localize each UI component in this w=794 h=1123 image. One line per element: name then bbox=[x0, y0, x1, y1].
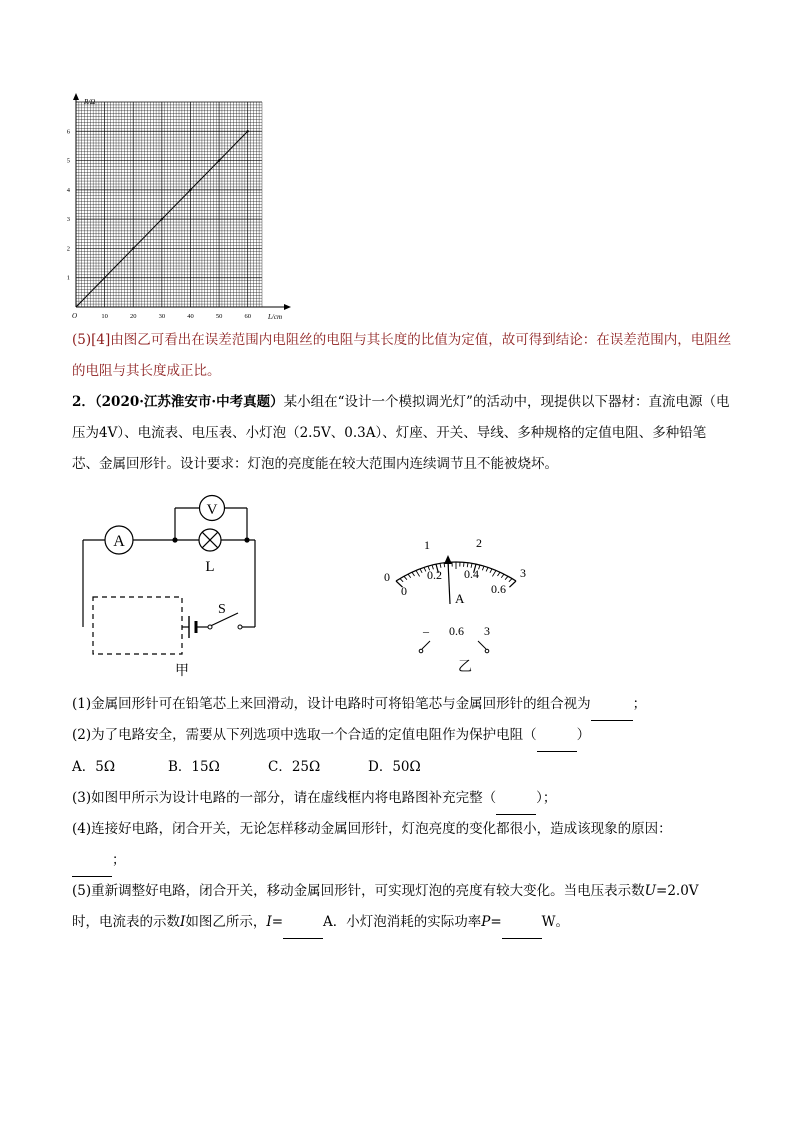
dial-tick bbox=[416, 570, 420, 576]
subquestion-3 bbox=[72, 783, 732, 815]
dial-tick bbox=[404, 576, 407, 579]
x-tick-label: 60 bbox=[244, 313, 251, 320]
origin-label: O bbox=[72, 312, 78, 320]
dial-tick bbox=[408, 574, 411, 578]
meter-unit: A bbox=[455, 591, 465, 606]
option-d[interactable]: D．50Ω bbox=[368, 759, 421, 775]
switch-label: S bbox=[218, 602, 226, 617]
subquestion-1 bbox=[72, 689, 732, 721]
ammeter-symbol bbox=[105, 526, 133, 554]
data-point bbox=[218, 159, 220, 161]
ammeter-label: A bbox=[113, 533, 125, 550]
dial-tick bbox=[497, 572, 500, 576]
upper-scale-2: 2 bbox=[476, 536, 482, 550]
subquestion-5-equals-1: = bbox=[271, 914, 283, 930]
dial-tick bbox=[420, 569, 422, 573]
x-axis-label: L/cm bbox=[268, 313, 282, 321]
x-axis-arrow bbox=[284, 304, 291, 310]
x-tick-label: 40 bbox=[187, 313, 194, 320]
figure-yi-caption: 乙 bbox=[458, 660, 472, 675]
needle-tip bbox=[444, 555, 452, 564]
terminal-3: 3 bbox=[484, 624, 490, 638]
x-tick-label: 10 bbox=[101, 313, 108, 320]
blank-5-current[interactable] bbox=[283, 907, 323, 939]
x-tick-label: 50 bbox=[215, 313, 223, 320]
x-tick-label: 20 bbox=[129, 313, 137, 320]
junction-left bbox=[172, 537, 177, 542]
dial-tick bbox=[490, 569, 492, 573]
lower-scale-2: 0.4 bbox=[464, 567, 479, 581]
data-point bbox=[189, 189, 191, 191]
dial-tick bbox=[509, 579, 512, 582]
options-row bbox=[72, 752, 732, 783]
subquestion-5-text-b: =2.0V bbox=[656, 883, 699, 899]
subquestion-5 bbox=[72, 876, 732, 939]
question-2 bbox=[72, 387, 732, 480]
y-axis-arrow bbox=[73, 93, 79, 100]
y-tick-label: 6 bbox=[66, 128, 70, 136]
lamp-symbol bbox=[199, 529, 221, 551]
subquestion-5-text-a: (5)重新调整好电路，闭合开关，移动金属回形针，可实现灯泡的亮度有较大变化。当电压表示数 bbox=[72, 883, 645, 899]
symbol-P: P bbox=[481, 914, 491, 930]
upper-scale-3: 3 bbox=[520, 566, 526, 580]
dial-tick bbox=[400, 579, 403, 582]
dial-tick bbox=[509, 581, 516, 587]
subquestion-2 bbox=[72, 720, 732, 752]
subquestion-2-text: (2)为了电路安全，需要从下列选项中选取一个合适的定值电阻作为保护电阻（ bbox=[72, 727, 537, 743]
data-point bbox=[246, 130, 248, 132]
lower-scale-3: 0.6 bbox=[491, 582, 506, 596]
subquestion-3-text: (3)如图甲所示为设计电路的一部分，请在虚线框内将电路图补充完整（ bbox=[72, 790, 497, 806]
subquestion-4-text: (4)连接好电路，闭合开关，无论怎样移动金属回形针，灯泡亮度的变化都很小，造成该现象的原因： bbox=[72, 821, 672, 837]
subquestion-1-end: ； bbox=[632, 696, 647, 712]
blank-4[interactable] bbox=[72, 845, 112, 877]
y-tick-label: 1 bbox=[66, 274, 70, 282]
symbol-U: U bbox=[644, 883, 657, 899]
resistance-length-graph bbox=[62, 92, 294, 324]
blank-3[interactable] bbox=[496, 783, 536, 815]
circuit-diagram-jia bbox=[78, 487, 268, 677]
subquestion-5-text-c: 时，电流表的示数 bbox=[72, 914, 180, 930]
upper-scale-0: 0 bbox=[384, 570, 390, 584]
subquestion-5-text-d: 如图乙所示， bbox=[185, 914, 267, 930]
question-stem: 某小组在“设计一个模拟调光灯”的活动中，现提供以下器材：直流电源（电压为4V）、电流表、电压表、小灯泡（2.5V、0.3A）、灯座、开关、导线、多种规格的定值电阻、多种铅笔芯、金属回形针。设计要求：灯泡的亮度能在较大范围内连续调节且不能被烧坏。 bbox=[72, 394, 730, 472]
dial-tick bbox=[412, 572, 415, 576]
dial-needle bbox=[448, 561, 450, 604]
symbol-I: I bbox=[180, 914, 186, 930]
x-tick-labels bbox=[101, 313, 251, 320]
terminal-0.6: 0.6 bbox=[449, 624, 464, 638]
lower-scale-1: 0.2 bbox=[427, 568, 442, 582]
blank-1[interactable] bbox=[591, 689, 633, 721]
question-number: 2． bbox=[72, 394, 95, 410]
lower-scale-0: 0 bbox=[401, 584, 407, 598]
option-c[interactable]: C．25Ω bbox=[268, 759, 321, 775]
subquestion-1-text: (1)金属回形针可在铅笔芯上来回滑动，设计电路时可将铅笔芯与金属回形针的组合视为 bbox=[72, 696, 591, 712]
option-b[interactable]: B．15Ω bbox=[168, 759, 220, 775]
y-tick-label: 4 bbox=[66, 186, 70, 194]
dial-tick bbox=[424, 567, 426, 571]
upper-scale-1: 1 bbox=[424, 538, 430, 552]
subquestion-5-end: W。 bbox=[541, 914, 570, 930]
dial-tick bbox=[492, 570, 496, 576]
figure-jia-caption: 甲 bbox=[175, 664, 189, 677]
dial-tick bbox=[486, 567, 488, 571]
symbol-I-2: I bbox=[266, 914, 272, 930]
dial-tick bbox=[501, 574, 504, 578]
y-tick-label: 5 bbox=[66, 157, 70, 165]
voltmeter-label: V bbox=[206, 502, 218, 518]
y-axis-label: R/Ω bbox=[84, 98, 96, 106]
subquestion-4 bbox=[72, 814, 732, 877]
subquestion-5-text-f: A．小灯泡消耗的实际功率 bbox=[323, 914, 482, 930]
y-tick-label: 2 bbox=[66, 245, 70, 253]
y-tick-label: 3 bbox=[66, 216, 70, 224]
subquestion-2-end: ） bbox=[576, 727, 591, 743]
dial-tick bbox=[482, 566, 484, 570]
dashed-box bbox=[93, 597, 182, 654]
terminal-minus: – bbox=[423, 624, 429, 638]
data-point bbox=[161, 218, 163, 220]
blank-5-power[interactable] bbox=[502, 907, 542, 939]
subquestion-5-equals-2: = bbox=[490, 914, 502, 930]
x-tick-label: 30 bbox=[158, 313, 166, 320]
subquestion-4-end: ； bbox=[112, 852, 126, 868]
blank-2[interactable] bbox=[537, 720, 577, 752]
junction-right bbox=[244, 537, 249, 542]
battery-symbol bbox=[189, 616, 196, 638]
voltmeter-symbol bbox=[200, 496, 225, 521]
data-point bbox=[132, 247, 134, 249]
answer-5-text: (5)[4]由图乙可看出在误差范围内电阻丝的电阻与其长度的比值为定值，故可得到结论：在误差范围内，电阻丝的电阻与其长度成正比。 bbox=[72, 332, 732, 379]
subquestion-3-end: ）； bbox=[536, 790, 557, 806]
ammeter-dial-yi bbox=[370, 527, 540, 677]
y-tick-labels bbox=[67, 128, 71, 281]
lamp-label: L bbox=[205, 559, 215, 575]
graph-grid bbox=[76, 102, 262, 307]
dial-tick bbox=[505, 576, 508, 579]
terminal-wires bbox=[419, 641, 489, 653]
option-a[interactable]: A．5Ω bbox=[72, 759, 116, 775]
question-source: （2020·江苏淮安市·中考真题） bbox=[94, 394, 284, 410]
